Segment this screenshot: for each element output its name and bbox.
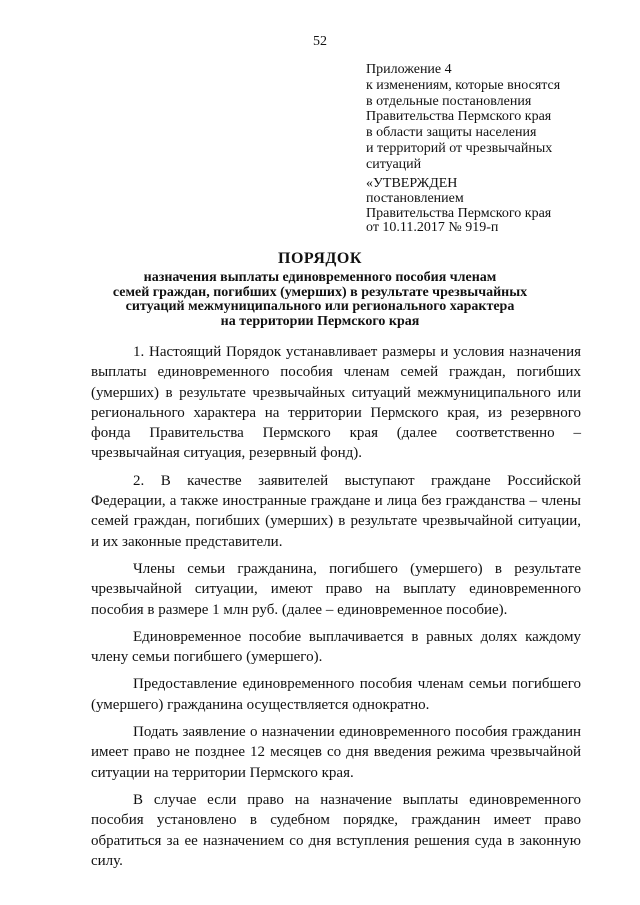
appendix-line: в отдельные постановления <box>366 93 532 109</box>
paragraph: 2. В качестве заявителей выступают граждане Российской Федерации, а также иностранные граждане и лица без гражданства – члены семей граждан, погибших (умерших) в результате чрезвычайной ситуации, и их законные представители. <box>91 472 581 550</box>
appendix-line: ситуаций <box>366 156 422 172</box>
appendix-note <box>366 62 626 173</box>
appendix-line: к изменениям, которые вносятся <box>366 77 561 93</box>
paragraph: Единовременное пособие выплачивается в равных долях каждому члену семьи погибшего (умершего). <box>91 628 581 666</box>
approval-line: Правительства Пермского края <box>366 205 552 221</box>
approval-line: от 10.11.2017 № 919-п <box>366 220 499 236</box>
subtitle-line: семей граждан, погибших (умерших) в результате чрезвычайных <box>112 284 528 300</box>
appendix-line: Приложение 4 <box>366 62 452 77</box>
subtitle-line: ситуаций межмуниципального или регионального характера <box>125 299 515 314</box>
paragraph: Подать заявление о назначении единовременного пособия гражданин имеет право не позднее 12 месяцев со дня введения режима чрезвычайной ситуации на территории Пермского края. <box>91 724 581 781</box>
paragraph: В случае если право на назначение выплаты единовременного пособия установлено в судебном порядке, гражданин имеет право обратиться за ее назначением со дня вступления решения суда в законную силу. <box>91 791 581 869</box>
approval-line: «УТВЕРЖДЕН <box>366 176 458 191</box>
subtitle-line: на территории Пермского края <box>220 313 420 329</box>
paragraph: 1. Настоящий Порядок устанавливает размеры и условия назначения выплаты единовременного пособия членам семей граждан, погибших (умерших) в результате чрезвычайных ситуаций межмуниципального или регионального характера на территории Пермского края, из резервного фонда Правительства Пермского края (далее соответственно – чрезвычайная ситуация, резервный фонд). <box>91 344 581 462</box>
approval-stamp <box>366 177 626 236</box>
appendix-line: Правительства Пермского края <box>366 109 552 125</box>
approval-line: постановлением <box>366 190 464 206</box>
paragraph: Предоставление единовременного пособия членам семьи погибшего (умершего) гражданина осуществляется однократно. <box>91 676 581 713</box>
document-title: ПОРЯДОК <box>278 250 362 267</box>
appendix-line: и территорий от чрезвычайных <box>366 140 553 156</box>
document-subtitle <box>0 271 640 329</box>
paragraph: Члены семьи гражданина, погибшего (умершего) в результате чрезвычайной ситуации, имеют право на выплату единовременного пособия в размере 1 млн руб. (далее – единовременное пособие). <box>91 560 581 618</box>
document-body <box>91 342 581 878</box>
subtitle-line: назначения выплаты единовременного пособия членам <box>143 270 497 285</box>
appendix-line: в области защиты населения <box>366 125 537 141</box>
page-number: 52 <box>313 34 327 49</box>
